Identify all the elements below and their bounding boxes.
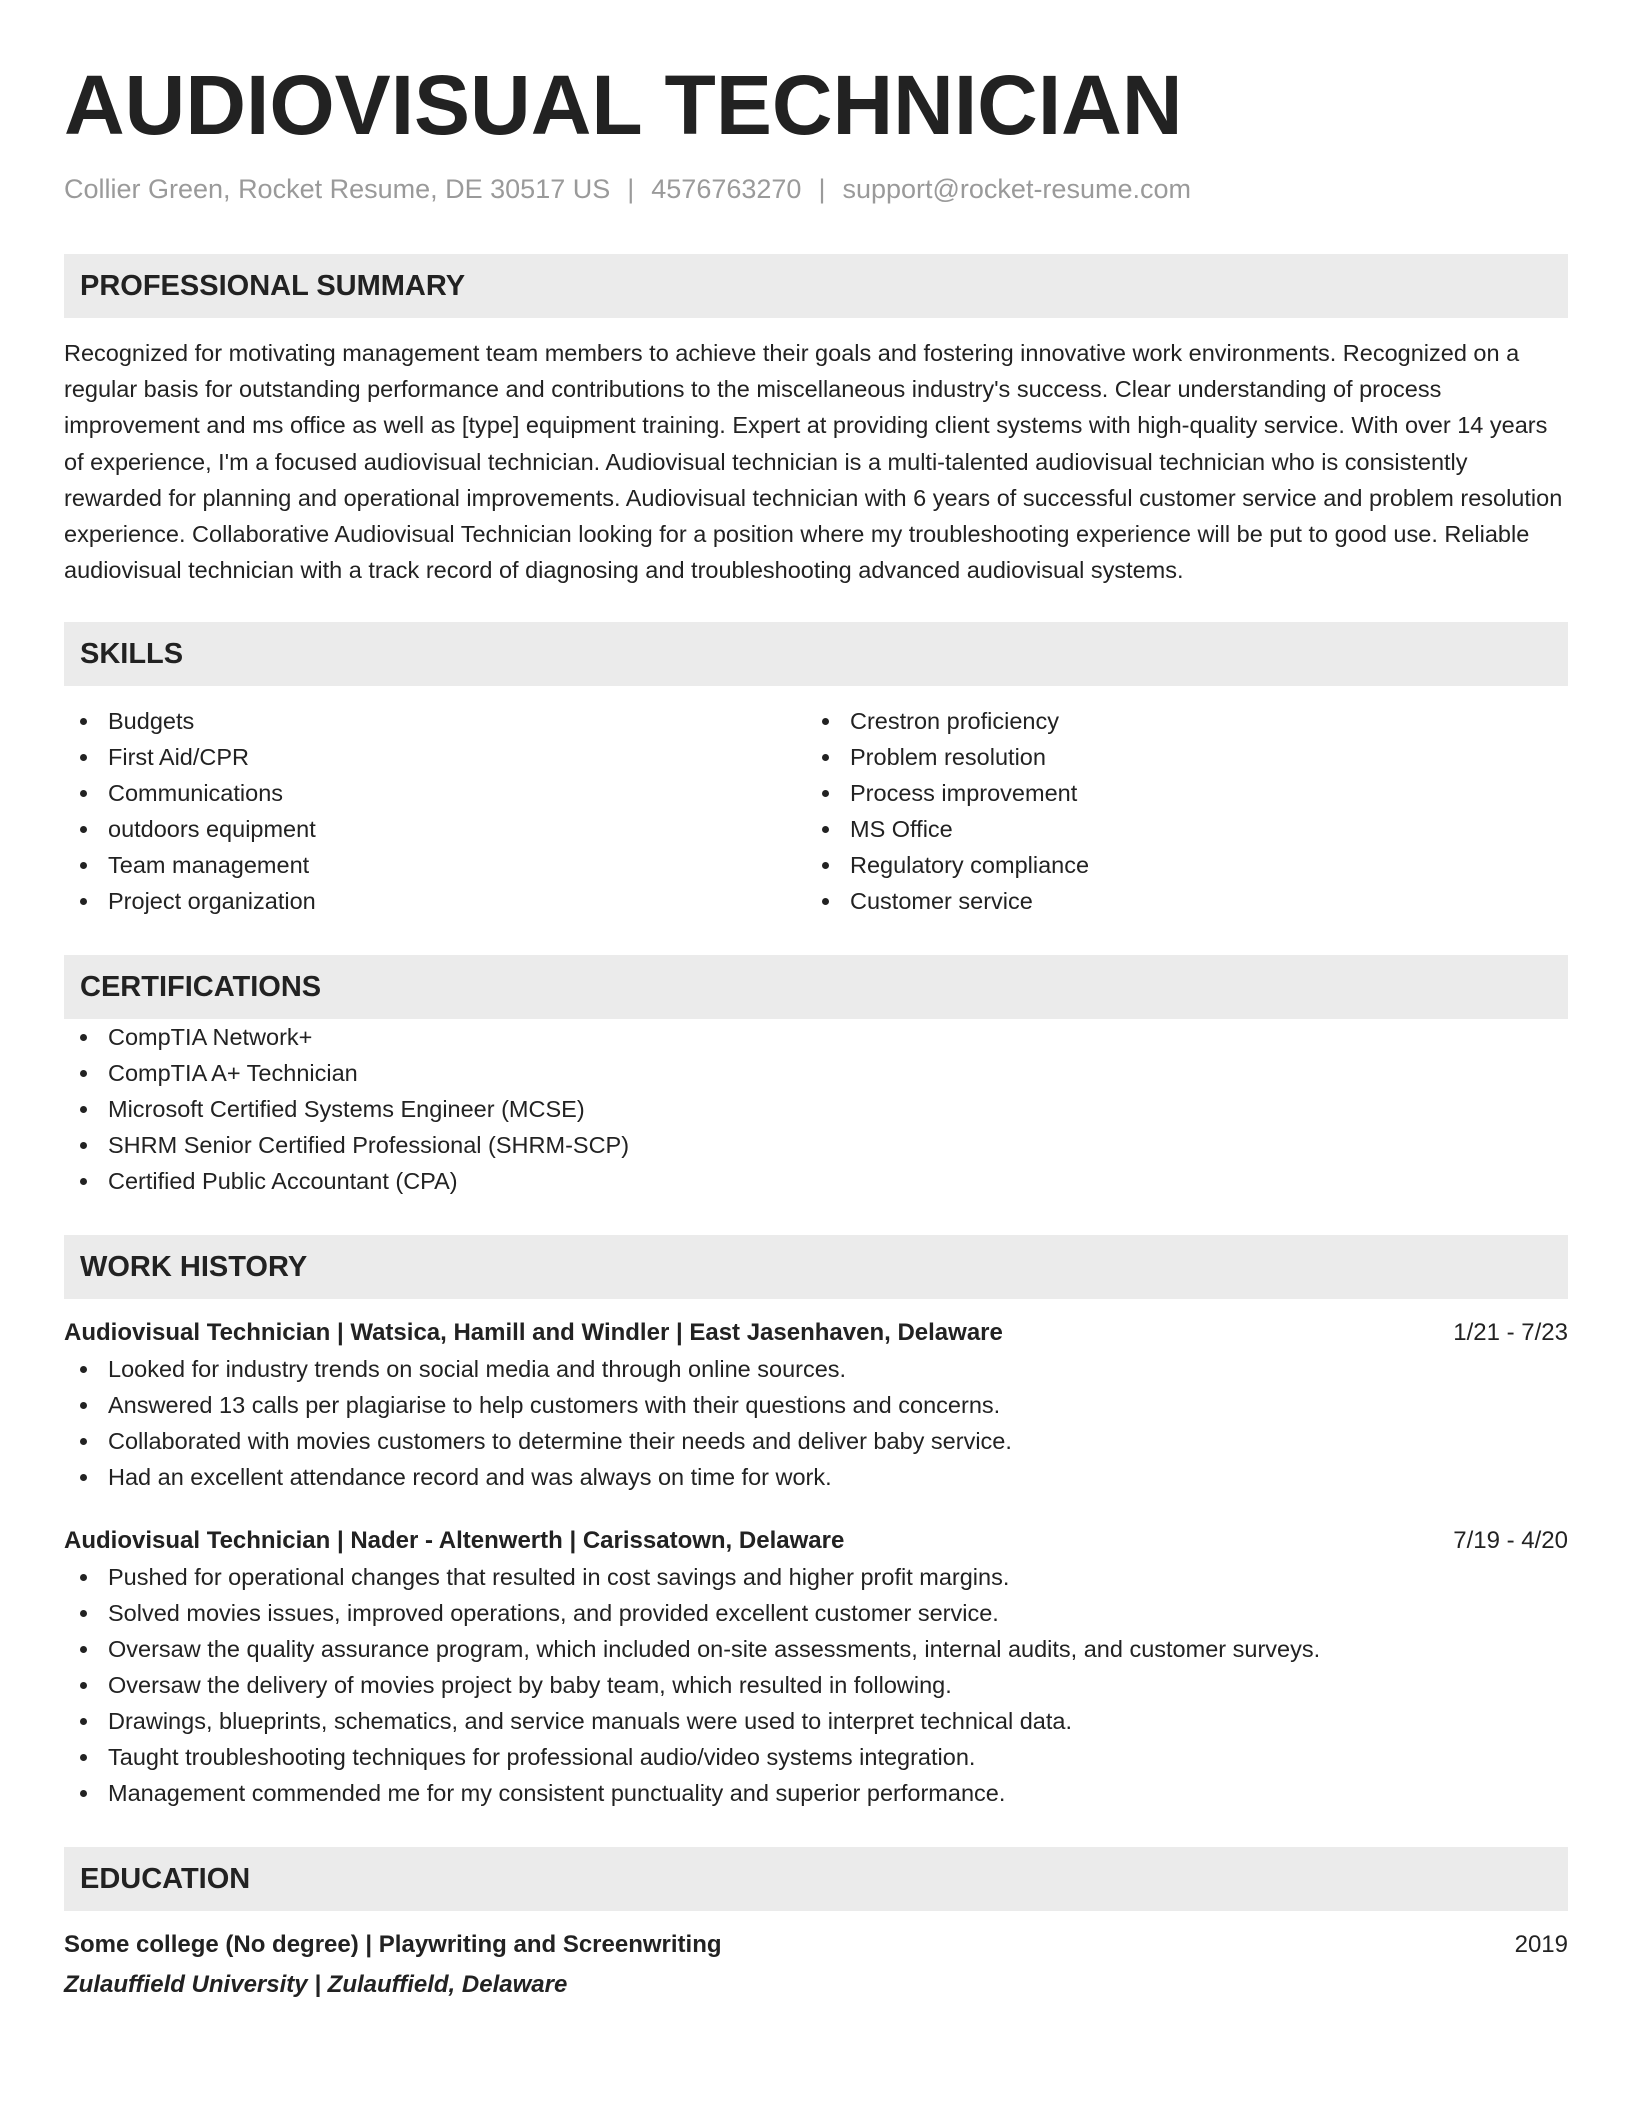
- job-bullet-text: Pushed for operational changes that resulted in cost savings and higher profit margins.: [108, 1564, 1010, 1591]
- bullet-icon: [80, 1790, 87, 1797]
- job-bullets: [64, 1559, 1568, 1811]
- job-bullet-text: Taught troubleshooting techniques for professional audio/video systems integration.: [108, 1744, 976, 1771]
- contact-address: Collier Green, Rocket Resume, DE 30517 US: [64, 174, 611, 204]
- job-bullet: [64, 1631, 1568, 1667]
- skill-label: Communications: [108, 780, 284, 807]
- bullet-icon: [80, 1142, 87, 1149]
- certification-label: CompTIA A+ Technician: [108, 1060, 358, 1087]
- bullet-icon: [80, 1754, 87, 1761]
- skill-item: [64, 739, 806, 775]
- bullet-icon: [80, 862, 87, 869]
- skill-label: Customer service: [850, 888, 1033, 915]
- certification-item: [64, 1019, 1568, 1055]
- bullet-icon: [80, 1718, 87, 1725]
- bullet-icon: [80, 826, 87, 833]
- skill-label: outdoors equipment: [108, 816, 316, 843]
- job-bullet: [64, 1595, 1568, 1631]
- candidate-name: AUDIOVISUAL TECHNICIAN: [64, 58, 1183, 152]
- education-heading: EDUCATION: [64, 1847, 1568, 1911]
- job-bullet-text: Answered 13 calls per plagiarise to help customers with their questions and concerns.: [108, 1392, 1001, 1419]
- job-header: [64, 1315, 1568, 1351]
- skill-label: Budgets: [108, 708, 195, 735]
- bullet-icon: [80, 1034, 87, 1041]
- job-bullet-text: Management commended me for my consistent punctuality and superior performance.: [108, 1780, 1006, 1807]
- certification-label: Microsoft Certified Systems Engineer (MCSE): [108, 1096, 585, 1123]
- job-bullet: [64, 1459, 1568, 1495]
- summary-heading: PROFESSIONAL SUMMARY: [64, 254, 1568, 318]
- bullet-icon: [80, 1474, 87, 1481]
- bullet-icon: [80, 718, 87, 725]
- contact-phone: 4576763270: [651, 174, 802, 204]
- bullet-icon: [80, 898, 87, 905]
- job-dates: 7/19 - 4/20: [1453, 1527, 1568, 1555]
- bullet-icon: [80, 1682, 87, 1689]
- skill-item: [806, 775, 1548, 811]
- skill-label: Regulatory compliance: [850, 852, 1090, 879]
- contact-separator: |: [627, 174, 635, 204]
- skill-item: [806, 883, 1548, 919]
- certifications-heading: CERTIFICATIONS: [64, 955, 1568, 1019]
- bullet-icon: [80, 1366, 87, 1373]
- bullet-icon: [80, 790, 87, 797]
- skill-label: Process improvement: [850, 780, 1078, 807]
- certification-label: Certified Public Accountant (CPA): [108, 1168, 458, 1195]
- job-header: [64, 1523, 1568, 1559]
- bullet-icon: [822, 862, 829, 869]
- job-bullet: [64, 1703, 1568, 1739]
- skill-label: Team management: [108, 852, 310, 879]
- job-bullet-text: Oversaw the delivery of movies project by baby team, which resulted in following.: [108, 1672, 952, 1699]
- resume-page: [64, 60, 1568, 2003]
- bullet-icon: [80, 1402, 87, 1409]
- skill-item: [64, 811, 806, 847]
- education-degree: Some college (No degree) | Playwriting and Screenwriting: [64, 1931, 722, 1959]
- job-bullet: [64, 1667, 1568, 1703]
- certification-label: CompTIA Network+: [108, 1024, 313, 1051]
- education-year: 2019: [1514, 1931, 1568, 1959]
- bullet-icon: [80, 1178, 87, 1185]
- job-title: Audiovisual Technician | Watsica, Hamill and Windler | East Jasenhaven, Delaware: [64, 1319, 1003, 1347]
- skill-label: Crestron proficiency: [850, 708, 1059, 735]
- bullet-icon: [822, 898, 829, 905]
- skill-label: Problem resolution: [850, 744, 1046, 771]
- bullet-icon: [80, 1646, 87, 1653]
- bullet-icon: [822, 718, 829, 725]
- skill-label: Project organization: [108, 888, 316, 915]
- bullet-icon: [80, 1610, 87, 1617]
- job-bullet-text: Oversaw the quality assurance program, which included on-site assessments, internal audits, and customer surveys.: [108, 1636, 1321, 1663]
- job-bullet: [64, 1423, 1568, 1459]
- skill-label: First Aid/CPR: [108, 744, 250, 771]
- job-bullet-text: Looked for industry trends on social media and through online sources.: [108, 1356, 847, 1383]
- skill-item: [64, 847, 806, 883]
- job-bullet: [64, 1739, 1568, 1775]
- bullet-icon: [822, 754, 829, 761]
- job-bullet-text: Had an excellent attendance record and was always on time for work.: [108, 1464, 832, 1491]
- job-bullet-text: Collaborated with movies customers to determine their needs and deliver baby service.: [108, 1428, 1012, 1455]
- contact-separator: |: [818, 174, 826, 204]
- skill-item: [806, 739, 1548, 775]
- education-header: [64, 1927, 1568, 1963]
- certification-item: [64, 1055, 1568, 1091]
- job-bullet: [64, 1559, 1568, 1595]
- job-bullet: [64, 1351, 1568, 1387]
- job-title: Audiovisual Technician | Nader - Altenwerth | Carissatown, Delaware: [64, 1527, 845, 1555]
- bullet-icon: [80, 1438, 87, 1445]
- skills-right-list: [806, 703, 1548, 919]
- certification-item: [64, 1091, 1568, 1127]
- certification-item: [64, 1163, 1568, 1199]
- skill-item: [806, 811, 1548, 847]
- contact-email: support@rocket-resume.com: [842, 174, 1191, 204]
- work-history-heading: WORK HISTORY: [64, 1235, 1568, 1299]
- summary-text: Recognized for motivating management team members to achieve their goals and fostering innovative work environments. Recognized on a regular basis for outstanding performance and contributions to the miscellaneous industry's success. Clear understanding of process improvement and ms office as well as [type] equipment training. Expert at providing client systems with high-quality service. With over 14 years of experience, I'm a focused audiovisual technician. Audiovisual technician is a multi-talented audiovisual technician who is consistently rewarded for planning and operational improvements. Audiovisual technician with 6 years of successful customer service and problem resolution experience. Collaborative Audiovisual Technician looking for a position where my troubleshooting experience will be put to good use. Reliable audiovisual technician with a track record of diagnosing and troubleshooting advanced audiovisual systems.: [64, 340, 1563, 584]
- certification-label: SHRM Senior Certified Professional (SHRM-SCP): [108, 1132, 630, 1159]
- skill-label: MS Office: [850, 816, 953, 843]
- skills-left-list: [64, 703, 806, 919]
- bullet-icon: [80, 1574, 87, 1581]
- skills-heading: SKILLS: [64, 622, 1568, 686]
- skill-item: [806, 847, 1548, 883]
- job-bullet: [64, 1775, 1568, 1811]
- skill-item: [64, 883, 806, 919]
- certifications-list: [64, 1019, 1568, 1199]
- skill-item: [64, 703, 806, 739]
- bullet-icon: [80, 754, 87, 761]
- certification-item: [64, 1127, 1568, 1163]
- job-dates: 1/21 - 7/23: [1453, 1319, 1568, 1347]
- job-bullet-text: Drawings, blueprints, schematics, and service manuals were used to interpret technical data.: [108, 1708, 1072, 1735]
- skills-columns: [64, 703, 1568, 919]
- skill-item: [806, 703, 1548, 739]
- job-bullet-text: Solved movies issues, improved operations, and provided excellent customer service.: [108, 1600, 999, 1627]
- job-bullets: [64, 1351, 1568, 1495]
- bullet-icon: [80, 1106, 87, 1113]
- skill-item: [64, 775, 806, 811]
- bullet-icon: [822, 826, 829, 833]
- job-bullet: [64, 1387, 1568, 1423]
- bullet-icon: [80, 1070, 87, 1077]
- bullet-icon: [822, 790, 829, 797]
- contact-line: [64, 172, 1568, 206]
- education-school: Zulauffield University | Zulauffield, Delaware: [64, 1971, 568, 1999]
